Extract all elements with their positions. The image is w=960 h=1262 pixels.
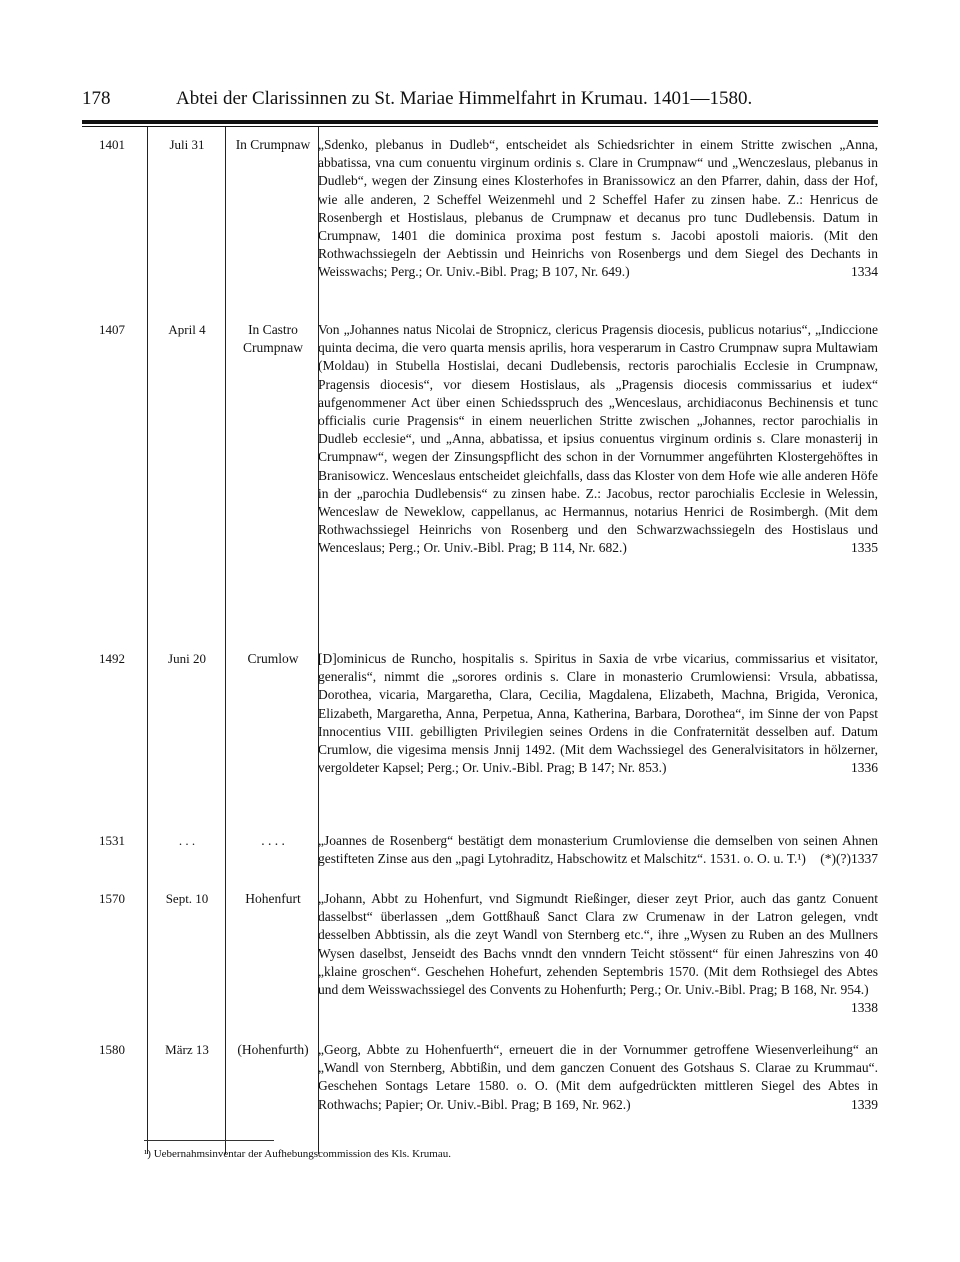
entry-text	[318, 890, 878, 1017]
entry-date: Juli 31	[169, 137, 205, 152]
entry-text-body: [D]ominicus de Runcho, hospitalis s. Spiritus in Saxia de vrbe vicarius, commissarius et visitator, generalis“, nimmt die „sorores ordinis s. Clare in monasterio Crumlowiensi: Vrsula, abbatissa, Dorothea, vicaria, Margaretha, Clara, Cecilia, Magdalena, Elizabeth, Machna, Brigida, Veronica, Elizabeth, Margaretha, Anna, Perpetua, Anna, Katherina, Barbara, Dorothea“, im Sinne der von Papst Innocentius VIII. gebilligten Privilegien seines Ordens in die Confraternität desselben auf. Datum Crumlow, die vigesima mensis Jnnij 1492. (Mit dem Wachssiegel des Generalvisitators in hölzerner, vergoldeter Kapsel; Perg.; Or. Univ.-Bibl. Prag; B 147; Nr. 853.)	[318, 651, 878, 776]
entry-year: 1401	[99, 137, 125, 152]
footnote: ¹) Uebernahmsinventar der Aufhebungscommission des Kls. Krumau.	[144, 1148, 451, 1160]
entry-number: 1338	[851, 1000, 878, 1016]
entry-text-body: „Joannes de Rosenberg“ bestätigt dem monasterium Crumloviense die demselben von seinen Ahnen gestifteten Zinse aus den „pagi Lytohraditz, Habschowitz et Malschitz“. 1531. o. O. u. T.¹)	[318, 833, 878, 867]
entry-number: 1334	[851, 264, 878, 280]
page-header	[82, 88, 878, 118]
entry-date: . . .	[178, 833, 196, 848]
entry-place: (Hohenfurth)	[237, 1042, 309, 1057]
column-divider-year-date	[147, 127, 148, 1154]
header-rule-thick	[82, 120, 878, 124]
entry-place: Crumlow	[247, 651, 299, 666]
entry-year: 1531	[99, 833, 125, 848]
entry-text	[318, 832, 878, 868]
entry-text	[318, 1041, 878, 1114]
entry-text	[318, 650, 878, 777]
entry-number: 1336	[851, 760, 878, 776]
footnote-rule	[144, 1140, 274, 1141]
entry-date: März 13	[165, 1042, 209, 1057]
column-divider-date-place	[225, 127, 226, 1154]
entry-number: (*)(?)1337	[820, 851, 878, 867]
entry-number: 1339	[851, 1096, 878, 1112]
entry-place: In Crumpnaw	[235, 137, 311, 152]
entry-place: Hohenfurt	[245, 891, 301, 906]
entry-date: Juni 20	[168, 651, 206, 666]
entry-year: 1580	[99, 1042, 125, 1057]
running-title: Abtei der Clarissinnen zu St. Mariae Himmelfahrt in Krumau. 1401—1580.	[176, 88, 753, 109]
entry-text-body: „Sdenko, plebanus in Dudleb“, entscheidet als Schiedsrichter in einem Stritte zwischen „Anna, abbatissa, vna cum conuentu virginum ordinis s. Clare in Crumpnaw“ und „Wenczeslaus, plebanus in Dudleb“, wegen der Zinsung eines Klosterhofes in Branissowicz an den Pfarrer, dahin, dass der Hof, wie alle anderen, 2 Scheffel Weizenmehl und 2 Scheffel Hafer zu zinsen habe. Z.: Henricus de Rosenbergh et Hostislaus, plebanus de Crumpnaw et decanus pro tunc Dudlebensis. Datum in Crumpnaw, 1401 die dominica proxima post festum s. Jacobi apostoli maioris. (Mit den Rothwachssiegeln der Aebtissin und Heinrichs von Rosenbergs und dem Siegel des Dechants in Weisswachs; Perg.; Or. Univ.-Bibl. Prag; B 107, Nr. 649.)	[318, 137, 878, 280]
entry-number: 1335	[851, 540, 878, 556]
entry-year: 1407	[99, 322, 125, 337]
entry-text	[318, 136, 878, 282]
header-rule-thin	[82, 126, 878, 127]
entry-text-body: „Johann, Abbt zu Hohenfurt, vnd Sigmundt Rießinger, dieser zeyt Prior, auch das gantz Conuent dasselbst“ überlassen „dem Gottßhauß Sanct Clara zw Crumenaw in der Latron gelegen, vndt desselben Abbtissin, als die zeyt Wandl von Sternberg etc.“, ihre „Wysen zu Ruben an des Mullners Wysen daselbst, Jenseidt des Bachs vnndt den vnndern Teicht stössent“ für einen Jahreszins von 40 „klaine groschen“. Geschehen Hohefurt, zehenden Septembris 1570. (Mit dem Rothsiegel des Abtes und dem Weisswachssiegel des Convents zu Hohenfurth; Perg.; Or. Univ.-Bibl. Prag; B 168, Nr. 954.)	[318, 891, 878, 998]
entry-text-body: „Georg, Abbte zu Hohenfuerth“, erneuert die in der Vornummer getroffene Wiesenverleihung“ an „Wandl von Sternberg, Abbtißin, und dem ganczen Conuent des Gotshaus S. Clarae zu Krummau“. Geschehen Sontags Letare 1580. o. O. (Mit dem aufgedrückten mittleren Siegel des Abtes in Rothwachs; Papier; Or. Univ.-Bibl. Prag; B 169, Nr. 962.)	[318, 1042, 878, 1112]
entry-year: 1492	[99, 651, 125, 666]
entry-text	[318, 321, 878, 558]
entry-year: 1570	[99, 891, 125, 906]
entry-date: April 4	[168, 322, 206, 337]
entry-date: Sept. 10	[165, 891, 209, 906]
entry-place: . . . .	[261, 833, 285, 848]
entry-text-body: Von „Johannes natus Nicolai de Stropnicz, clericus Pragensis diocesis, publicus notarius“, „Indiccione quinta decima, die vero quarta mensis aprilis, hora vesperarum in Castro Crumpnaw supra Multawiam (Moldau) in Stubella Hostislai, decani Dudlebensis, rectoris parochialis Ecclesie in Crumpnaw, Pragensis diocesis“, vor diesem Hostislaus, als „Pragensis diocesis commissarius et iudex“ aufgenommener Act über einen Schiedsspruch des „Wenceslaus, archidiaconus Bechinensis et tunc officialis curie Pragensis“ in einem neuerlichen Stritte zwischen „Johannes, rector parochialis in Dudleb ecclesie“, und „Anna, abbatissa, et ipsius conuentus virginum ordinis s. Clare monasterij in Crumpnaw“, wegen der Zinsungspflicht des schon in der Vornummer angeführten Klostergehöftes in Branisowicz. Wenceslaus entscheidet gleichfalls, dass das Kloster von dem Hofe wie alle anderen Höfe in der „parochia Dudlebensis“ zu zinsen habe. Z.: Jacobus, rector parochialis Ecclesie in Welessin, Wenceslaw de Neweklow, cappellanus, ac Hermannus, notarius Henrici de Rosimbergh. (Mit dem Rothwachssiegel Heinrichs von Rosenberg und den Schwarzwachssiegeln des Hostislaus und Wenceslaus; Perg.; Or. Univ.-Bibl. Prag; B 114, Nr. 682.)	[318, 322, 878, 556]
entry-place: In Castro Crumpnaw	[243, 322, 303, 355]
page-number: 178	[82, 88, 111, 109]
